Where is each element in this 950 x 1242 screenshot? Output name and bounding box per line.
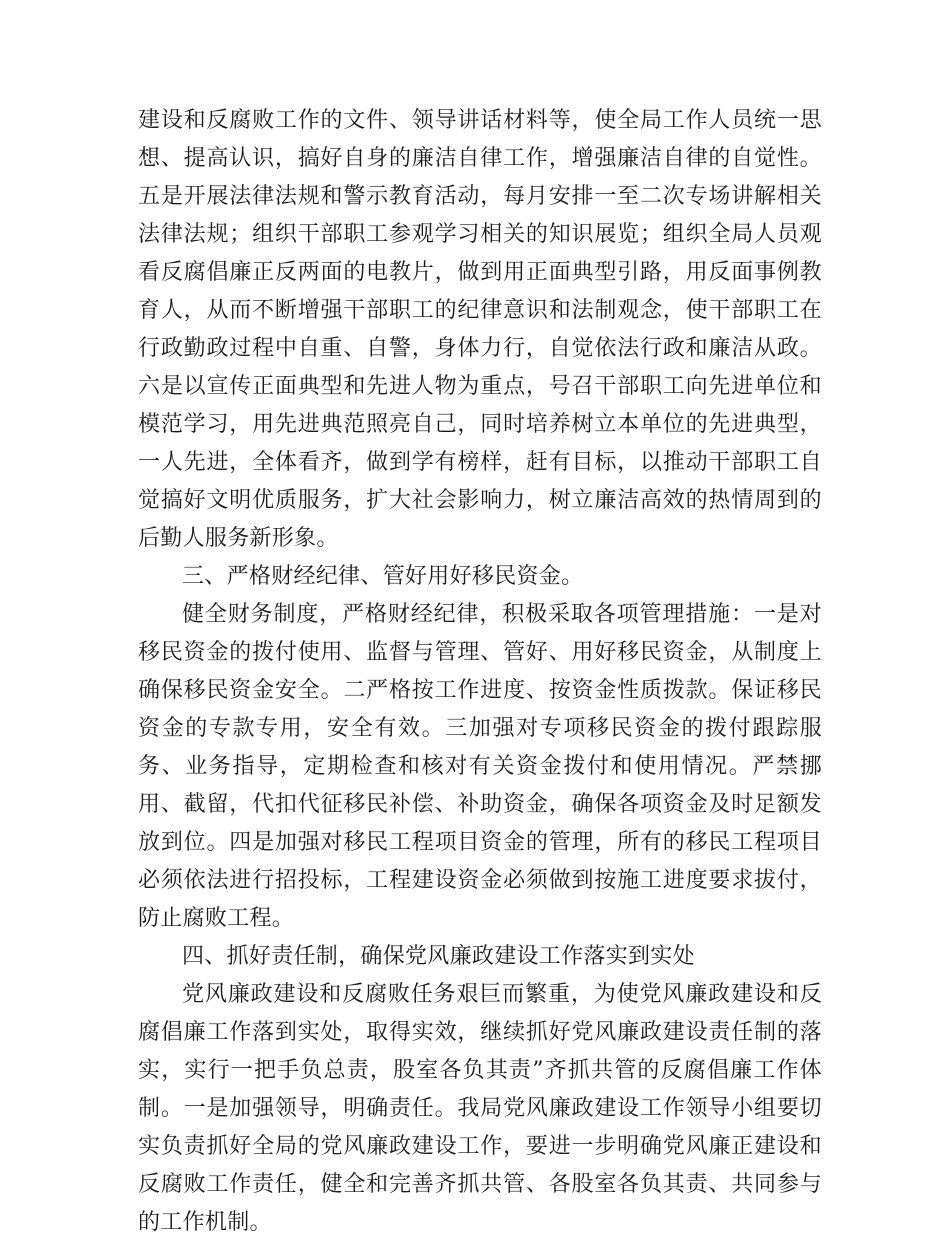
paragraph-responsibility: 党风廉政建设和反腐败任务艰巨而繁重，为使党风廉政建设和反腐倡廉工作落到实处，取得实效，继续抓好党风廉政建设责任制的落实，实行一把手负总责，股室各负其责”齐抓共管的反腐倡廉工作体制。一是加强领导，明确责任。我局党风廉政建设工作领导小组要切实负责抓好全局的党风廉政建设工作，要进一步明确党风廉正建设和反腐败工作责任，健全和完善齐抓共管、各股室各负其责、共同参与的工作机制。	[138, 982, 822, 1235]
paragraph-finance: 健全财务制度，严格财经纪律，积极采取各项管理措施：一是对移民资金的拨付使用、监督与管理、管好、用好移民资金，从制度上确保移民资金安全。二严格按工作进度、按资金性质拨款。保证移民资金的专款专用，安全有效。三加强对专项移民资金的拨付跟踪服务、业务指导，定期检查和核对有关资金拨付和使用情况。严禁挪用、截留，代扣代征移民补偿、补助资金，确保各项资金及时足额发放到位。四是加强对移民工程项目资金的管理，所有的移民工程项目必须依法进行招投标，工程建设资金必须做到按施工进度要求拔付，防止腐败工程。	[138, 602, 822, 931]
section-heading-3: 三、严格财经纪律、管好用好移民资金。	[182, 564, 584, 589]
paragraph-continuation: 建设和反腐败工作的文件、领导讲话材料等，使全局工作人员统一思想、提高认识，搞好自身的廉洁自律工作，增强廉洁自律的自觉性。五是开展法律法规和警示教育活动，每月安排一至二次专场讲解相关法律法规；组织干部职工参观学习相关的知识展览；组织全局人员观看反腐倡廉正反两面的电教片，做到用正面典型引路，用反面事例教育人，从而不断增强干部职工的纪律意识和法制观念，使干部职工在行政勤政过程中自重、自警，身体力行，自觉依法行政和廉洁从政。六是以宣传正面典型和先进人物为重点，号召干部职工向先进单位和模范学习，用先进典范照亮自己，同时培养树立本单位的先进典型，一人先进，全体看齐，做到学有榜样，赶有目标，以推动干部职工自觉搞好文明优质服务，扩大社会影响力，树立廉洁高效的热情周到的后勤人服务新形象。	[138, 108, 822, 551]
document-page	[138, 102, 822, 1242]
section-heading-4: 四、抓好责任制，确保党风廉政建设工作落实到实处	[182, 944, 695, 969]
